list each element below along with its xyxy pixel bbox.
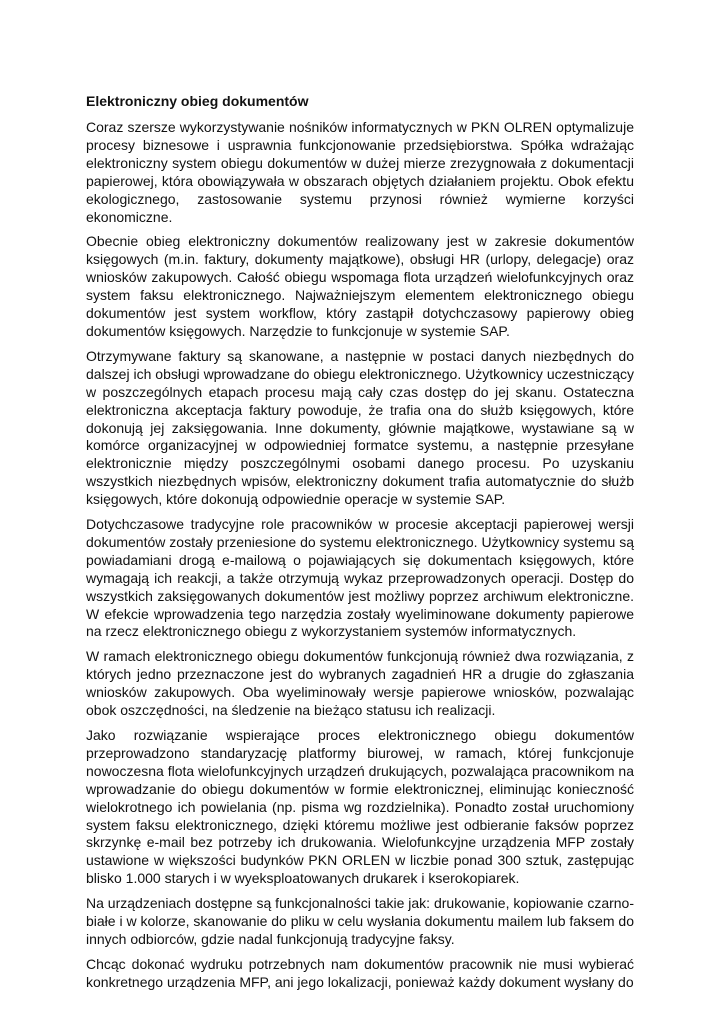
paragraph-8: Chcąc dokonać wydruku potrzebnych nam dokumentów pracownik nie musi wybierać konkretnego urządzenia MFP, ani jego lokalizacji, ponieważ każdy dokument wysłany do — [86, 955, 634, 990]
paragraph-3: Otrzymywane faktury są skanowane, a następnie w postaci danych niezbędnych do dalszej ich obsługi wprowadzane do obiegu elektronicznego. Użytkownicy uczestniczący w poszczególnych etapach procesu mają cały czas dostęp do jej skanu. Ostateczna elektroniczna akceptacja faktury powoduje, że trafia ona do służb księgowych, które dokonują jej zaksięgowania. Inne dokumenty, głównie majątkowe, wystawiane są w komórce organizacyjnej w odpowiedniej formatce systemu, a następnie przesyłane elektronicznie między poszczególnymi osobami danego procesu. Po uzyskaniu wszystkich niezbędnych wpisów, elektroniczny dokument trafia automatycznie do służb księgowych, które dokonują odpowiednie operacje w systemie SAP. — [86, 347, 634, 508]
document-title: Elektroniczny obieg dokumentów — [86, 93, 309, 109]
document-page — [86, 92, 634, 999]
paragraph-7: Na urządzeniach dostępne są funkcjonalności takie jak: drukowanie, kopiowanie czarno-białe i w kolorze, skanowanie do pliku w celu wysłania dokumentu mailem lub faksem do innych odbiorców, gdzie nadal funkcjonują tradycyjne faksy. — [86, 895, 634, 947]
paragraph-1: Coraz szersze wykorzystywanie nośników informatycznych w PKN OLREN optymalizuje procesy biznesowe i usprawnia funkcjonowanie przedsiębiorstwa. Spółka wdrażając elektroniczny system obiegu dokumentów w dużej mierze zrezygnowała z dokumentacji papierowej, która obowiązywała w obszarach objętych działaniem projektu. Obok efektu ekologicznego, zastosowanie systemu przynosi również wymierne korzyści ekonomiczne. — [86, 119, 634, 225]
paragraph-5: W ramach elektronicznego obiegu dokumentów funkcjonują również dwa rozwiązania, z których jedno przeznaczone jest do wybranych zagadnień HR a drugie do zgłaszania wniosków zakupowych. Oba wyeliminowały wersje papierowe wniosków, pozwalając obok oszczędności, na śledzenie na bieżąco statusu ich realizacji. — [86, 648, 634, 719]
paragraph-4: Dotychczasowe tradycyjne role pracowników w procesie akceptacji papierowej wersji dokumentów zostały przeniesione do systemu elektronicznego. Użytkownicy systemu są powiadamiani drogą e-mailową o pojawiających się dokumentach księgowych, które wymagają ich reakcji, a także otrzymują wykaz przeprowadzonych operacji. Dostęp do wszystkich zaksięgowanych dokumentów jest możliwy poprzez archiwum elektroniczne. W efekcie wprowadzenia tego narzędzia zostały wyeliminowane dokumenty papierowe na rzecz elektronicznego obiegu z wykorzystaniem systemów informatycznych. — [86, 516, 634, 640]
paragraph-2: Obecnie obieg elektroniczny dokumentów realizowany jest w zakresie dokumentów księgowych (m.in. faktury, dokumenty majątkowe), obsługi HR (urlopy, delegacje) oraz wniosków zakupowych. Całość obiegu wspomaga flota urządzeń wielofunkcyjnych oraz system faksu elektronicznego. Najważniejszym elementem elektronicznego obiegu dokumentów jest system workflow, który zastąpił dotychczasowy papierowy obieg dokumentów księgowych. Narzędzie to funkcjonuje w systemie SAP. — [86, 233, 634, 339]
paragraph-6: Jako rozwiązanie wspierające proces elektronicznego obiegu dokumentów przeprowadzono standaryzację platformy biurowej, w ramach, której funkcjonuje nowoczesna flota wielofunkcyjnych urządzeń drukujących, pozwalająca pracownikom na wprowadzanie do obiegu dokumentów w formie elektronicznej, eliminując konieczność wielokrotnego ich powielania (np. pisma wg rozdzielnika). Ponadto został uruchomiony system faksu elektronicznego, dzięki któremu możliwe jest odbieranie faksów poprzez skrzynkę e-mail bez potrzeby ich drukowania. Wielofunkcyjne urządzenia MFP zostały ustawione w większości budynków PKN ORLEN w liczbie ponad 300 sztuk, zastępując blisko 1.000 starych i w wyeksploatowanych drukarek i kserokopiarek. — [86, 727, 634, 887]
